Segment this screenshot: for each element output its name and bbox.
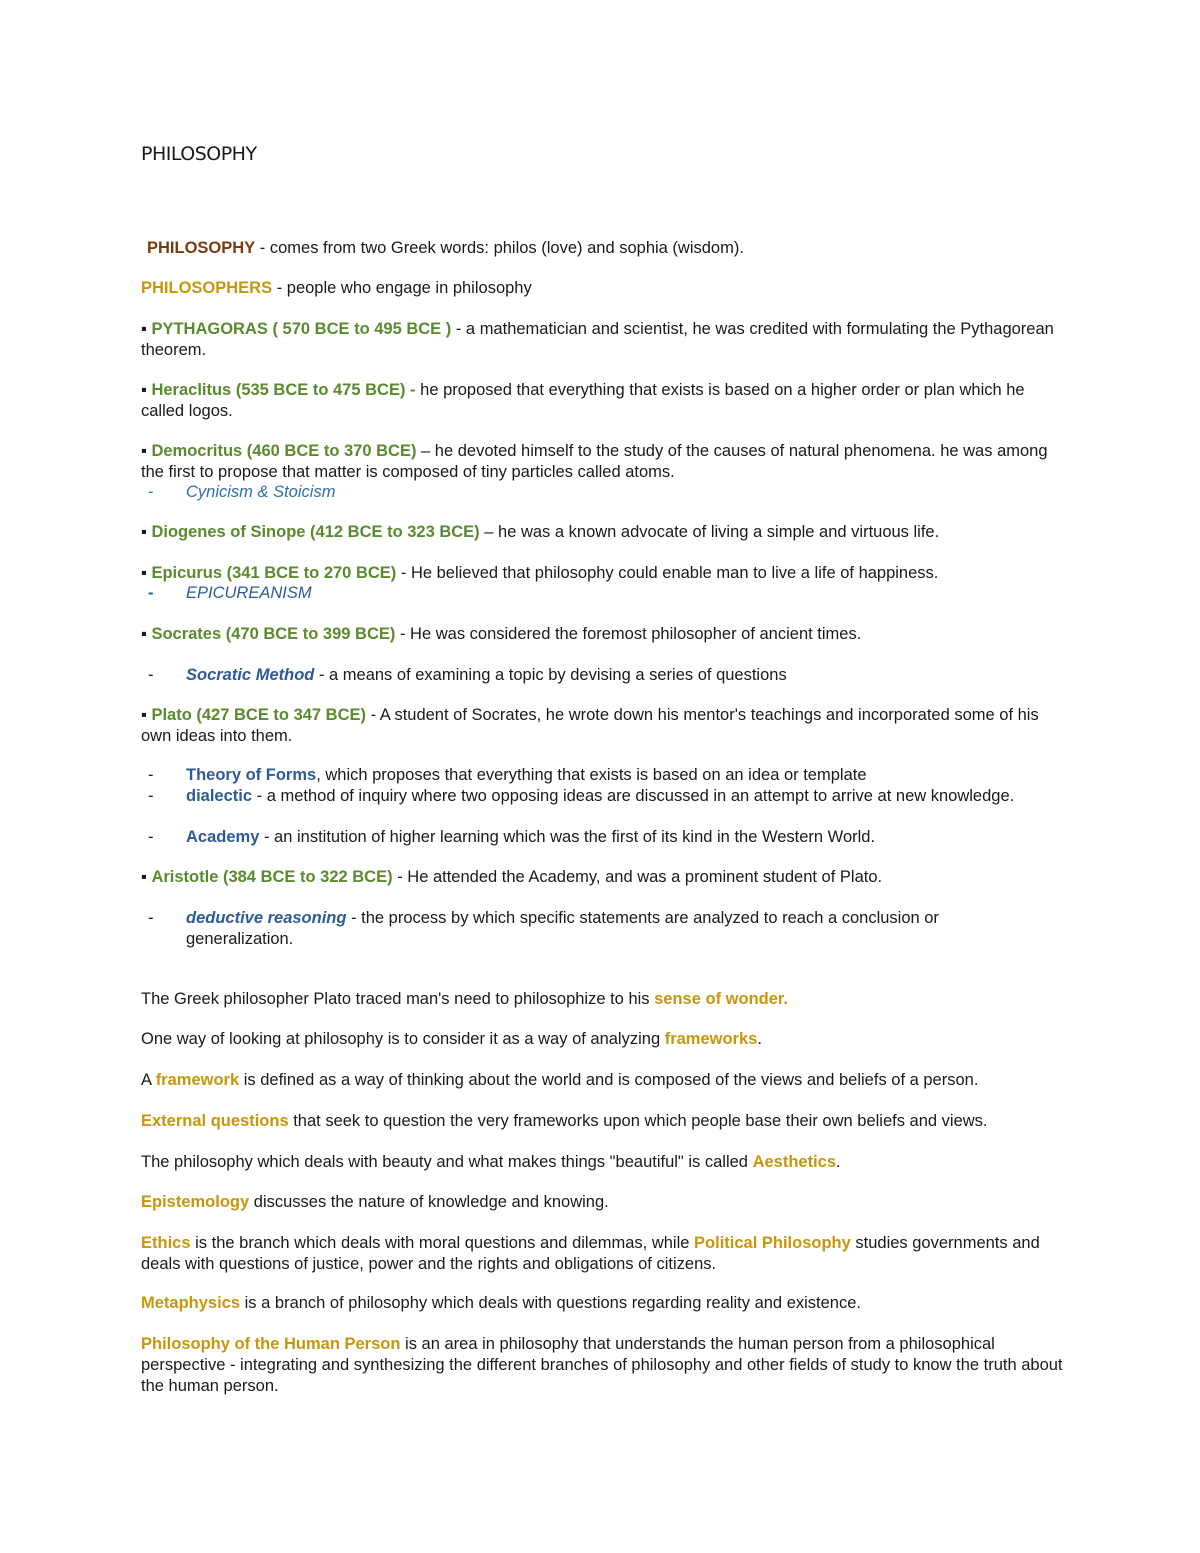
note-term: frameworks	[664, 1030, 758, 1048]
entry-name: Democritus (460 BCE to 370 BCE)	[151, 442, 417, 460]
entry-pythagoras	[141, 319, 1066, 361]
note-text: A	[141, 1071, 156, 1089]
note-term: Political Philosophy	[694, 1234, 851, 1252]
note-text: that seek to question the very frameworks upon which people base their own beliefs and views.	[288, 1112, 988, 1130]
note-term: sense of wonder.	[654, 990, 788, 1008]
intro-text: - comes from two Greek words: philos (love) and sophia (wisdom).	[255, 239, 744, 257]
sub-term: Theory of Forms	[186, 766, 317, 784]
note-external	[141, 1111, 1066, 1132]
sub-term: EPICUREANISM	[186, 584, 312, 602]
entry-text: - a mathematician and scientist, he was credited with formulating the Pythagorean theorem.	[141, 320, 1054, 359]
entry-epicurus	[141, 563, 1066, 584]
note-text: .	[757, 1030, 762, 1048]
bullet-icon: ▪	[141, 868, 147, 886]
bullet-icon: ▪	[141, 706, 147, 724]
note-text: One way of looking at philosophy is to consider it as a way of analyzing	[141, 1030, 665, 1048]
note-aesthetics	[141, 1152, 1066, 1173]
note-term: Epistemology	[141, 1193, 250, 1211]
note-ethics	[141, 1233, 1066, 1275]
intro-term: PHILOSOPHY	[147, 239, 256, 257]
sub-text: - the process by which specific statements are analyzed to reach a conclusion or generalization.	[186, 909, 939, 948]
note-text: The Greek philosopher Plato traced man's need to philosophize to his	[141, 990, 655, 1008]
sub-term: Cynicism & Stoicism	[186, 483, 336, 501]
epicurus-sub-item	[148, 583, 1058, 604]
note-term: Philosophy of the Human Person	[141, 1335, 401, 1353]
note-term: Aesthetics	[752, 1153, 837, 1171]
note-text: is defined as a way of thinking about the world and is composed of the views and beliefs of a person.	[239, 1071, 979, 1089]
entry-name: Heraclitus (535 BCE to 475 BCE)	[151, 381, 406, 399]
note-text: is the branch which deals with moral questions and dilemmas, while	[190, 1234, 695, 1252]
bullet-icon: ▪	[141, 381, 147, 399]
sub-text: - an institution of higher learning which was the first of its kind in the Western World.	[259, 828, 876, 846]
entry-separator: -	[405, 381, 421, 399]
sub-term: dialectic	[186, 787, 253, 805]
socrates-sub-item	[148, 665, 1058, 686]
entry-democritus	[141, 441, 1066, 483]
intro-paragraph	[147, 238, 1072, 259]
aristotle-sub-item	[148, 908, 1058, 950]
plato-sub-item	[148, 827, 1058, 848]
entry-text: – he devoted himself to the study of the causes of natural phenomena. he was among the first to propose that matter is composed of tiny particles called atoms.	[141, 442, 1048, 481]
note-wonder	[141, 989, 1066, 1010]
sub-text: - a method of inquiry where two opposing ideas are discussed in an attempt to arrive at new knowledge.	[252, 787, 1015, 805]
democritus-sub-item	[148, 482, 1058, 503]
entry-name: PYTHAGORAS ( 570 BCE to 495 BCE )	[151, 320, 452, 338]
note-framework	[141, 1070, 1066, 1091]
entry-name: Epicurus (341 BCE to 270 BCE)	[151, 564, 397, 582]
bullet-icon: ▪	[141, 442, 147, 460]
sub-dash: -	[148, 666, 154, 684]
sub-dash: -	[148, 584, 154, 602]
note-text: is a branch of philosophy which deals with questions regarding reality and existence.	[240, 1294, 861, 1312]
note-text: is an area in philosophy that understands the human person from a philosophical perspective - integrating and synthesizing the different branches of philosophy and other fields of study to know the truth about the human person.	[141, 1335, 1063, 1395]
entry-text: he proposed that everything that exists is based on a higher order or plan which he called logos.	[141, 381, 1025, 420]
note-text: The philosophy which deals with beauty and what makes things "beautiful" is called	[141, 1153, 753, 1171]
sub-text: - a means of examining a topic by devising a series of questions	[314, 666, 787, 684]
entry-plato	[141, 705, 1066, 747]
entry-text: - He believed that philosophy could enable man to live a life of happiness.	[396, 564, 939, 582]
note-human-person	[141, 1334, 1066, 1397]
note-term: External questions	[141, 1112, 289, 1130]
entry-diogenes	[141, 522, 1066, 543]
note-term: framework	[155, 1071, 240, 1089]
sub-term: Academy	[186, 828, 260, 846]
note-frameworks	[141, 1029, 1066, 1050]
bullet-icon: ▪	[141, 564, 147, 582]
note-metaphysics	[141, 1293, 1066, 1314]
plato-sub-item	[148, 765, 1058, 786]
note-term: Metaphysics	[141, 1294, 241, 1312]
sub-term: Socratic Method	[186, 666, 315, 684]
entry-heraclitus	[141, 380, 1066, 422]
philosophers-text: - people who engage in philosophy	[272, 279, 532, 297]
entry-aristotle	[141, 867, 1066, 888]
entry-text: – he was a known advocate of living a simple and virtuous life.	[479, 523, 940, 541]
note-text: studies governments and deals with questions of justice, power and the rights and obligations of citizens.	[141, 1234, 1040, 1273]
note-text: .	[836, 1153, 841, 1171]
sub-text: , which proposes that everything that exists is based on an idea or template	[316, 766, 867, 784]
sub-dash: -	[148, 909, 154, 927]
plato-sub-item	[148, 786, 1058, 807]
bullet-icon: ▪	[141, 320, 147, 338]
sub-dash: -	[148, 828, 154, 846]
entry-socrates	[141, 624, 1066, 645]
entry-name: Aristotle (384 BCE to 322 BCE)	[151, 868, 393, 886]
philosophers-paragraph	[141, 278, 1066, 299]
note-epistemology	[141, 1192, 1066, 1213]
page-title: PHILOSOPHY	[141, 143, 257, 165]
entry-name: Diogenes of Sinope (412 BCE to 323 BCE)	[151, 523, 480, 541]
sub-dash: -	[148, 766, 154, 784]
bullet-icon: ▪	[141, 523, 147, 541]
bullet-icon: ▪	[141, 625, 147, 643]
entry-text: - He was considered the foremost philosopher of ancient times.	[395, 625, 862, 643]
entry-text: - He attended the Academy, and was a prominent student of Plato.	[392, 868, 883, 886]
sub-dash: -	[148, 483, 154, 501]
sub-dash: -	[148, 787, 154, 805]
philosophers-term: PHILOSOPHERS	[141, 279, 273, 297]
entry-name: Socrates (470 BCE to 399 BCE)	[151, 625, 396, 643]
note-text: discusses the nature of knowledge and knowing.	[249, 1193, 609, 1211]
sub-term: deductive reasoning	[186, 909, 347, 927]
entry-text: - A student of Socrates, he wrote down his mentor's teachings and incorporated some of his own ideas into them.	[141, 706, 1039, 745]
note-term: Ethics	[141, 1234, 191, 1252]
entry-name: Plato (427 BCE to 347 BCE)	[151, 706, 367, 724]
